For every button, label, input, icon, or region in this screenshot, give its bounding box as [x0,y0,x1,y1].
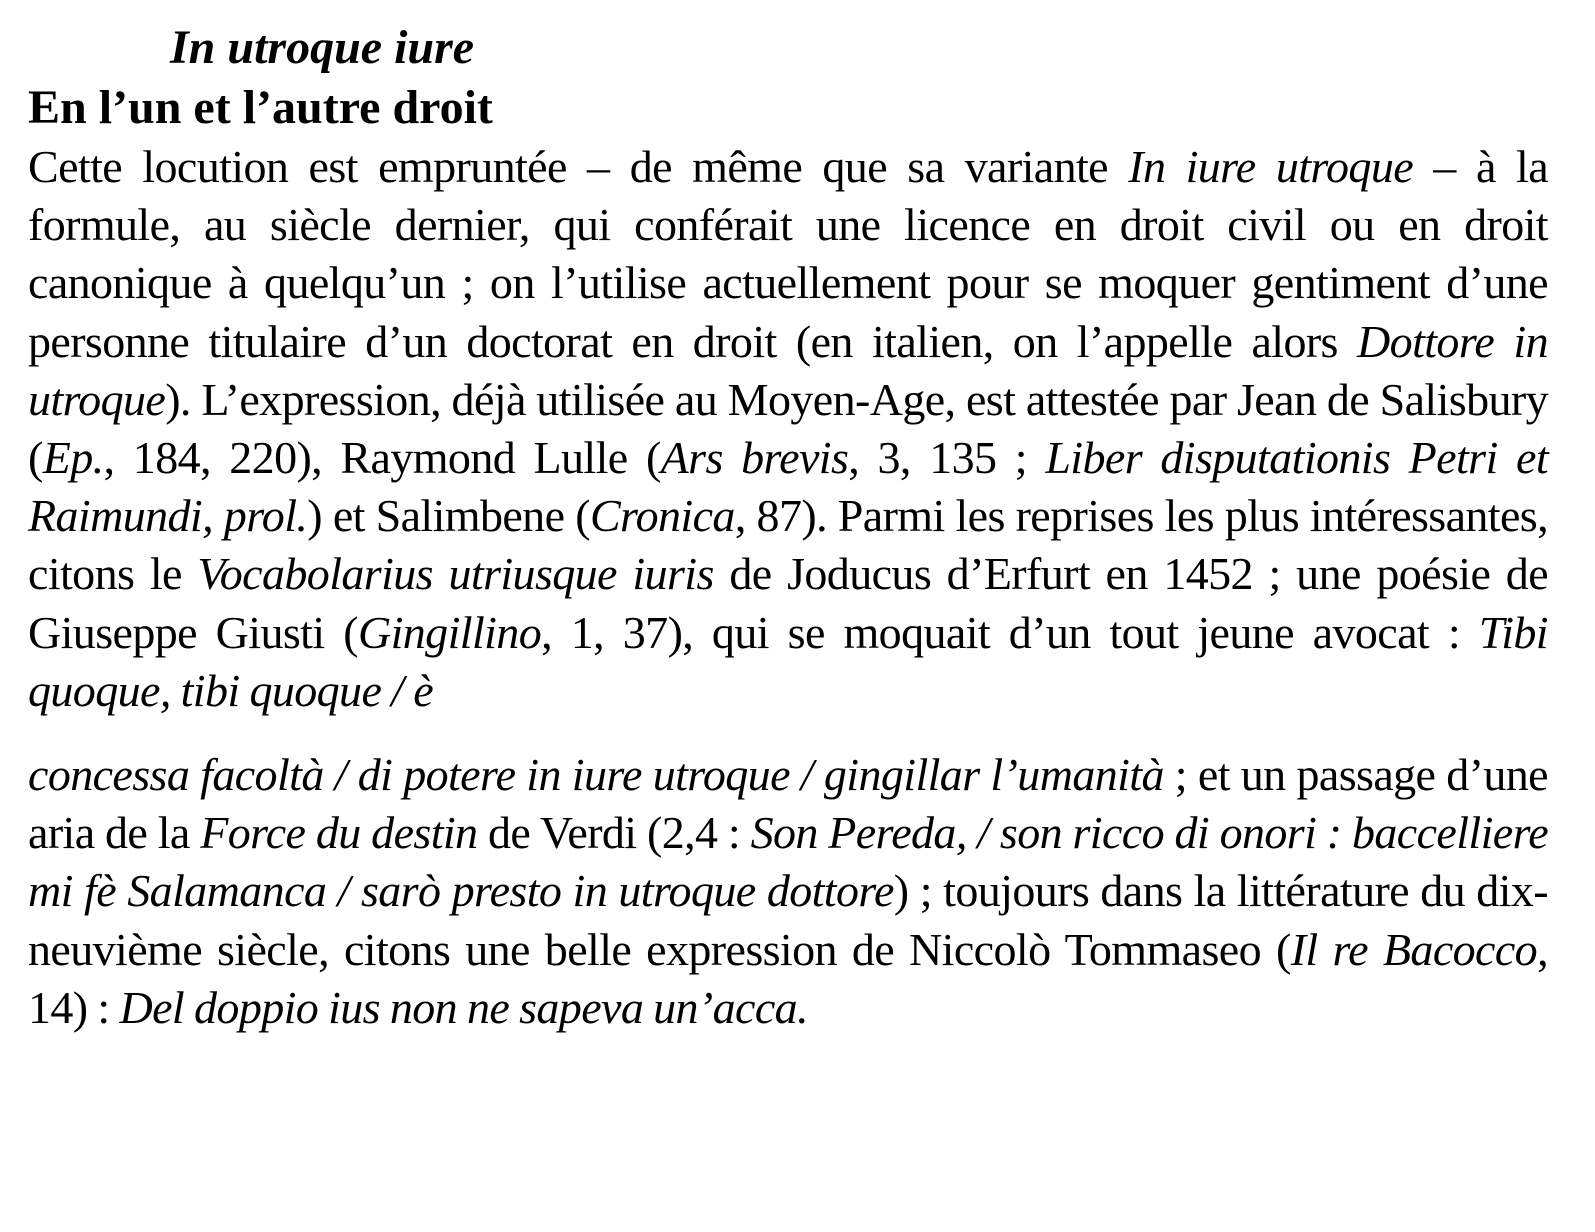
text-run: ; et un passage d’une aria de la [28,749,1548,859]
italic-text-run: Dottore in utroque [28,315,1548,425]
italic-text-run: In iure utroque [1128,141,1414,192]
italic-text-run: Son Pereda, / son ricco di onori : baccelliere mi fè Salamanca / sarò presto in utroque dottore [28,807,1549,917]
italic-text-run: Tibi quoque, tibi quoque / è [28,606,1548,716]
italic-text-run: Cronica [589,490,735,542]
entry-body-paragraph-continued [28,746,1548,1037]
text-run: , 87). Parmi les reprises les plus intéressantes, citons le [28,490,1549,600]
italic-text-run: Vocabolarius utriusque iuris [197,548,714,600]
text-run: de Joducus d’Erfurt en 1452 ; une poésie de Giuseppe Giusti ( [28,548,1549,658]
italic-text-run: Del doppio ius non ne sapeva un’acca. [119,981,808,1033]
italic-text-run: Il re Bacocco [1290,923,1538,975]
italic-text-run: Ars brevis [660,432,849,484]
text-run: ) ; toujours dans la littérature du dix-neuvième siècle, citons une belle expression de Niccolò Tommaseo ( [28,865,1548,975]
entry-body-paragraph [28,138,1548,720]
text-run: ) et Salimbene ( [307,490,590,542]
italic-text-run: Liber disputationis Petri et Raimundi, prol. [28,432,1548,542]
entry-title: In utroque iure [170,21,475,74]
italic-text-run: Gingillino [357,606,542,658]
text-run: , 1, 37), qui se moquait d’un tout jeune avocat : [541,606,1479,658]
text-run: – à la formule, au siècle dernier, qui conférait une licence en droit civil ou en droit canonique à quelqu’un ; on l’utilise actuellement pour se moquer gentiment d’une personne titulaire d’un doctorat en droit (en italien, on l’appelle alors [28,141,1549,367]
italic-text-run: Force du destin [200,807,478,859]
text-run: de Verdi (2,4 : [477,807,751,859]
text-run: ). L’expression, déjà utilisée au Moyen-Age, est attestée par Jean de Salisbury ( [28,373,1548,484]
text-run: Cette locution est empruntée – de même que sa variante [28,141,1129,192]
text-run: , 14) : [28,923,1548,1033]
text-run: , 3, 135 ; [848,432,1046,484]
italic-text-run: concessa facoltà / di potere in iure utroque / gingillar l’umanità [28,749,1164,801]
italic-text-run: Ep. [42,432,104,484]
entry-subtitle: En l’un et l’autre droit [28,81,493,134]
dictionary-page [28,18,1548,1037]
text-run: , 184, 220), Raymond Lulle ( [103,432,661,484]
